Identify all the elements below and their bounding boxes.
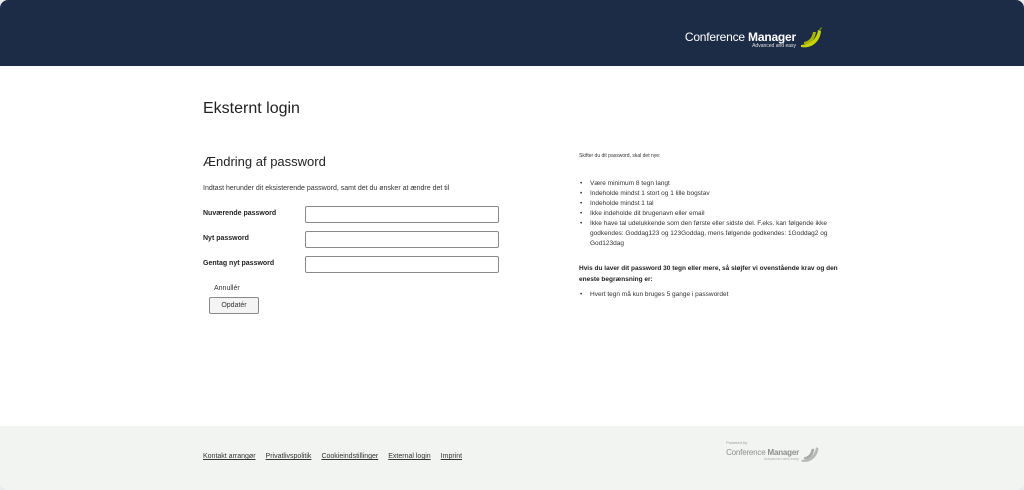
current-password-row <box>203 206 503 224</box>
repeat-password-field[interactable] <box>305 256 499 273</box>
password-rules-intro: Skifter du dit password, skal det nye: <box>579 153 661 159</box>
new-password-row <box>203 231 503 249</box>
new-password-field[interactable] <box>305 231 499 248</box>
section-title: Ændring af password <box>203 154 326 169</box>
password-rule: • Ikke indeholde dit brugenavn eller email <box>579 209 839 219</box>
footer-link-external-login[interactable]: External login <box>388 453 431 460</box>
conference-manager-logo[interactable] <box>685 30 824 49</box>
logo-tagline: Advanced and easy <box>752 43 796 49</box>
password-rules-exception-list <box>579 290 839 300</box>
current-password-field[interactable] <box>305 206 499 223</box>
header <box>0 0 1024 66</box>
logo-name <box>685 30 796 44</box>
cancel-link[interactable]: Annullér <box>214 285 240 292</box>
password-rule: • Hvert tegn må kun bruges 5 gange i passwordet <box>579 290 839 300</box>
main-content <box>0 66 1024 426</box>
footer-links <box>203 453 462 460</box>
logo-text <box>685 30 796 49</box>
powered-by-label: Powered by <box>726 440 748 445</box>
repeat-password-label: Gentag nyt password <box>203 260 275 267</box>
footer-logo-text <box>726 448 799 461</box>
password-rule: • Ikke have tal udelukkende som den første eller sidste del. F.eks. kan følgende ikke godkendes: Goddag123 og 123Goddag, mens følgende godkendes: 1Goddag2 og God123dag <box>579 219 839 249</box>
password-rule: • Være minimum 8 tegn langt <box>579 179 839 189</box>
footer <box>0 426 1024 490</box>
repeat-password-row <box>203 256 503 274</box>
footer-link-cookies[interactable]: Cookieindstillinger <box>321 453 379 460</box>
form-intro: Indtast herunder dit eksisterende password, samt det du ønsker at ændre det til <box>203 185 450 192</box>
password-rule: • Indeholde mindst 1 stort og 1 lille bogstav <box>579 189 839 199</box>
footer-link-contact[interactable]: Kontakt arrangør <box>203 453 256 460</box>
banana-icon <box>799 444 821 464</box>
logo-name-light: Conference <box>684 30 745 44</box>
password-rule: • Indeholde mindst 1 tal <box>579 199 839 209</box>
update-button[interactable]: Opdatér <box>209 297 259 314</box>
new-password-label: Nyt password <box>203 235 249 242</box>
footer-link-imprint[interactable]: Imprint <box>440 453 463 460</box>
logo-name-bold: Manager <box>748 30 796 44</box>
footer-logo-name-light: Conference <box>726 447 766 457</box>
password-rules-list <box>579 179 839 249</box>
footer-logo-name-bold: Manager <box>767 447 799 457</box>
footer-link-privacy[interactable]: Privatlivspolitik <box>265 453 312 460</box>
footer-logo-tagline: Advanced and easy <box>763 455 799 461</box>
current-password-label: Nuværende password <box>203 210 277 217</box>
banana-icon <box>798 27 824 49</box>
footer-logo[interactable] <box>726 440 821 464</box>
password-rules-note: Hvis du laver dit password 30 tegn eller mere, så sløjfer vi ovenstående krav og den eneste begrænsning er: <box>579 265 838 283</box>
page-title: Eksternt login <box>203 100 300 117</box>
